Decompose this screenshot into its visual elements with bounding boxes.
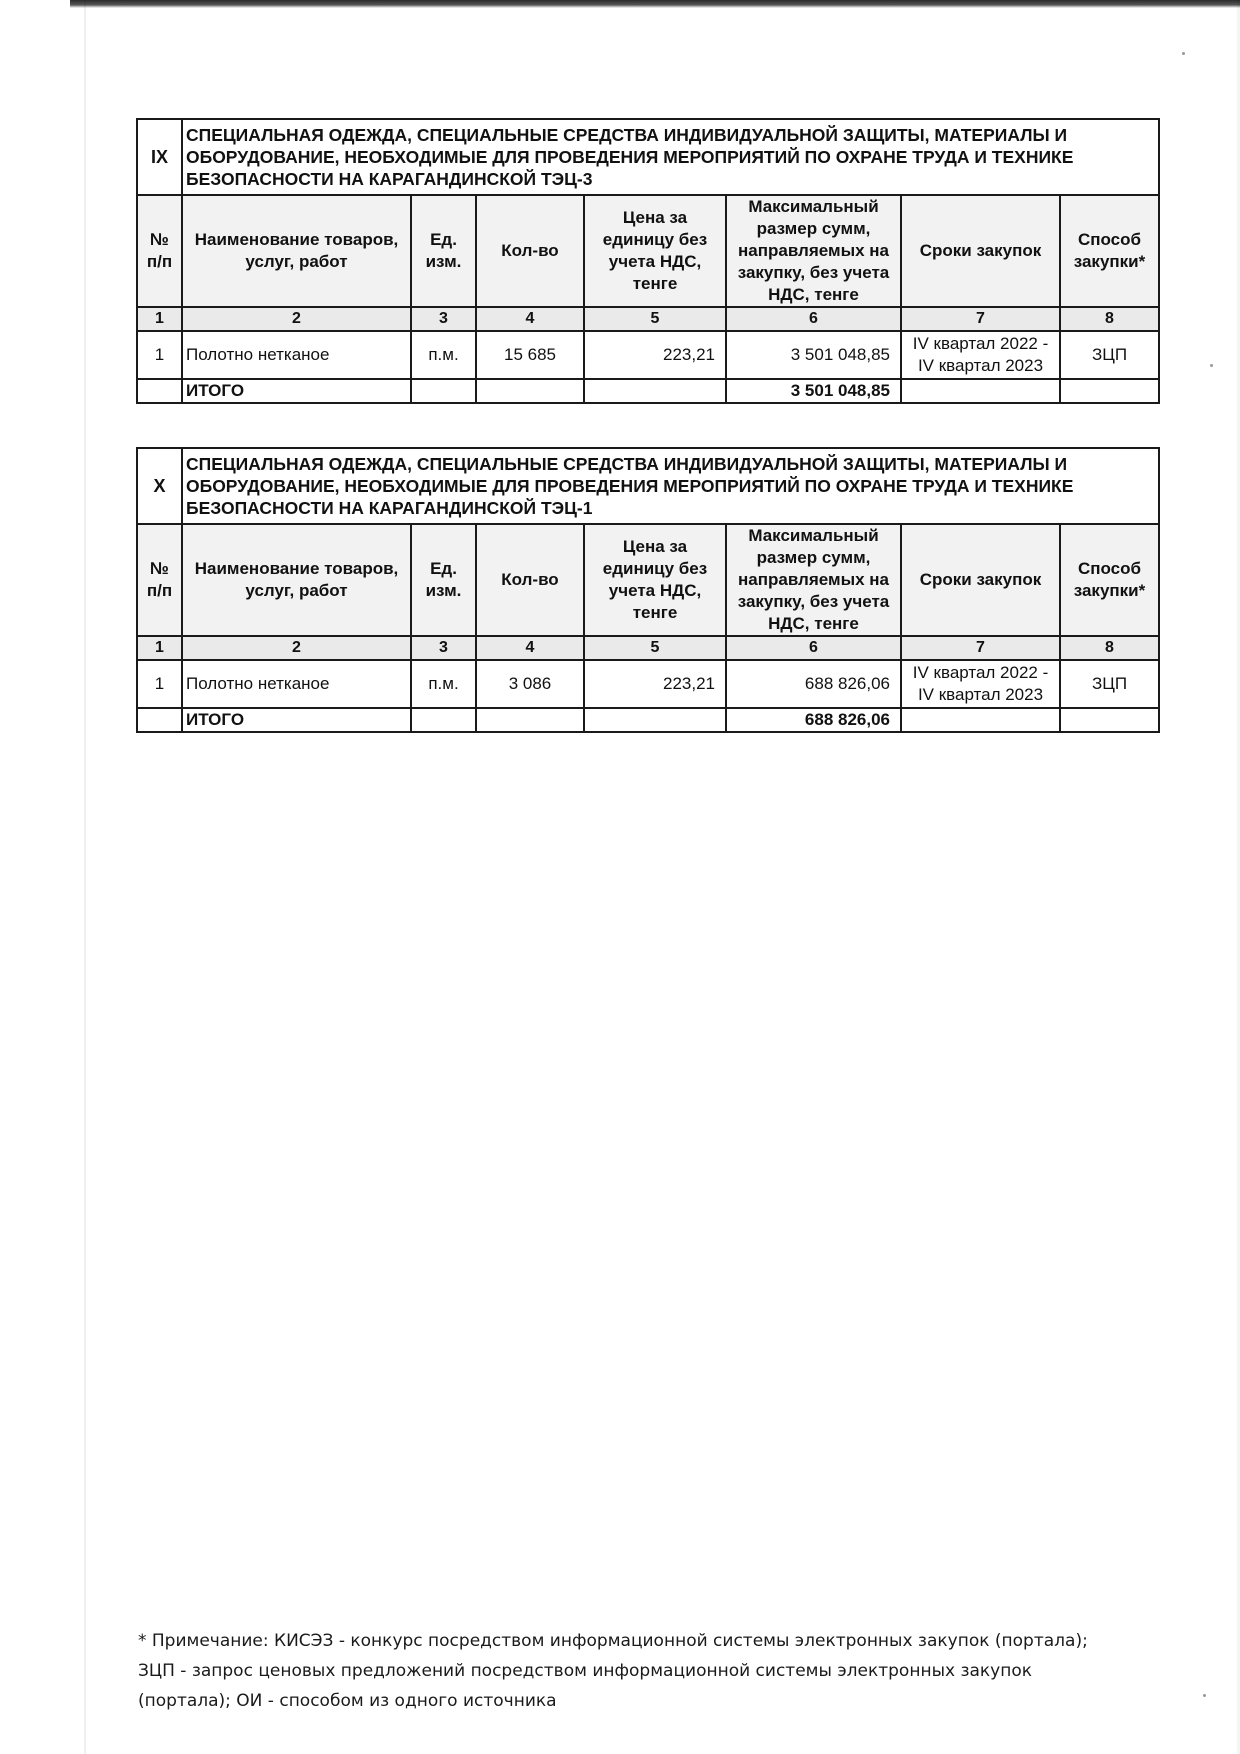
col-header-name: Наименование товаров, услуг, работ <box>182 524 411 636</box>
col-header-terms: Сроки закупок <box>901 524 1060 636</box>
section-header-row <box>137 448 1159 524</box>
procurement-table-x <box>136 447 1160 733</box>
total-empty-cell <box>411 708 476 732</box>
row-qty: 15 685 <box>476 331 584 379</box>
col-number: 8 <box>1060 636 1159 660</box>
total-empty-cell <box>137 379 182 403</box>
total-empty-cell <box>1060 379 1159 403</box>
total-row <box>137 379 1159 403</box>
row-max-sum: 3 501 048,85 <box>726 331 901 379</box>
section-number: IX <box>137 119 182 195</box>
total-empty-cell <box>476 379 584 403</box>
col-header-max-sum: Максимальный размер сумм, направляемых на закупку, без учета НДС, тенге <box>726 524 901 636</box>
col-number: 5 <box>584 307 726 331</box>
total-sum: 3 501 048,85 <box>726 379 901 403</box>
row-terms: IV квартал 2022 - IV квартал 2023 <box>901 660 1060 708</box>
row-num: 1 <box>137 660 182 708</box>
section-title: СПЕЦИАЛЬНАЯ ОДЕЖДА, СПЕЦИАЛЬНЫЕ СРЕДСТВА ИНДИВИДУАЛЬНОЙ ЗАЩИТЫ, МАТЕРИАЛЫ И ОБОРУДОВАНИЕ, НЕОБХОДИМЫЕ ДЛЯ ПРОВЕДЕНИЯ МЕРОПРИЯТИЙ ПО ОХРАНЕ ТРУДА И ТЕХНИКЕ БЕЗОПАСНОСТИ НА КАРАГАНДИНСКОЙ ТЭЦ-3 <box>182 119 1159 195</box>
row-name: Полотно нетканое <box>182 331 411 379</box>
col-number: 4 <box>476 307 584 331</box>
scan-speck <box>1182 52 1185 55</box>
column-header-row <box>137 524 1159 636</box>
footnote-line: (портала); ОИ - способом из одного источника <box>138 1691 557 1711</box>
col-number: 6 <box>726 307 901 331</box>
row-method: ЗЦП <box>1060 660 1159 708</box>
col-header-unit: Ед. изм. <box>411 524 476 636</box>
row-max-sum: 688 826,06 <box>726 660 901 708</box>
row-unit: п.м. <box>411 660 476 708</box>
section-header-row <box>137 119 1159 195</box>
col-number: 2 <box>182 307 411 331</box>
table-row <box>137 331 1159 379</box>
column-number-row <box>137 307 1159 331</box>
col-number: 6 <box>726 636 901 660</box>
total-label: ИТОГО <box>182 379 411 403</box>
col-number: 8 <box>1060 307 1159 331</box>
col-header-price: Цена за единицу без учета НДС, тенге <box>584 524 726 636</box>
row-price: 223,21 <box>584 331 726 379</box>
total-empty-cell <box>1060 708 1159 732</box>
total-empty-cell <box>137 708 182 732</box>
procurement-table-ix <box>136 118 1160 404</box>
total-row <box>137 708 1159 732</box>
col-number: 7 <box>901 307 1060 331</box>
row-num: 1 <box>137 331 182 379</box>
col-header-qty: Кол-во <box>476 524 584 636</box>
total-empty-cell <box>901 708 1060 732</box>
col-number: 3 <box>411 307 476 331</box>
col-header-unit: Ед. изм. <box>411 195 476 307</box>
col-number: 4 <box>476 636 584 660</box>
col-number: 2 <box>182 636 411 660</box>
footnote-line: ЗЦП - запрос ценовых предложений посредством информационной системы электронных закупок <box>138 1661 1033 1681</box>
col-number: 1 <box>137 307 182 331</box>
total-sum: 688 826,06 <box>726 708 901 732</box>
scan-top-edge <box>70 0 1240 8</box>
col-header-num: № п/п <box>137 195 182 307</box>
total-empty-cell <box>584 708 726 732</box>
col-header-max-sum: Максимальный размер сумм, направляемых на закупку, без учета НДС, тенге <box>726 195 901 307</box>
col-number: 5 <box>584 636 726 660</box>
column-header-row <box>137 195 1159 307</box>
col-header-terms: Сроки закупок <box>901 195 1060 307</box>
total-empty-cell <box>411 379 476 403</box>
section-title: СПЕЦИАЛЬНАЯ ОДЕЖДА, СПЕЦИАЛЬНЫЕ СРЕДСТВА ИНДИВИДУАЛЬНОЙ ЗАЩИТЫ, МАТЕРИАЛЫ И ОБОРУДОВАНИЕ, НЕОБХОДИМЫЕ ДЛЯ ПРОВЕДЕНИЯ МЕРОПРИЯТИЙ ПО ОХРАНЕ ТРУДА И ТЕХНИКЕ БЕЗОПАСНОСТИ НА КАРАГАНДИНСКОЙ ТЭЦ-1 <box>182 448 1159 524</box>
col-header-method: Способ закупки* <box>1060 195 1159 307</box>
total-empty-cell <box>584 379 726 403</box>
col-header-name: Наименование товаров, услуг, работ <box>182 195 411 307</box>
footnote <box>138 1626 1138 1716</box>
col-header-num: № п/п <box>137 524 182 636</box>
scan-left-edge <box>84 0 86 1754</box>
row-name: Полотно нетканое <box>182 660 411 708</box>
total-label: ИТОГО <box>182 708 411 732</box>
col-number: 1 <box>137 636 182 660</box>
col-header-price: Цена за единицу без учета НДС, тенге <box>584 195 726 307</box>
scan-speck <box>1210 364 1213 367</box>
col-number: 3 <box>411 636 476 660</box>
row-terms: IV квартал 2022 - IV квартал 2023 <box>901 331 1060 379</box>
total-empty-cell <box>901 379 1060 403</box>
col-header-qty: Кол-во <box>476 195 584 307</box>
row-unit: п.м. <box>411 331 476 379</box>
table-row <box>137 660 1159 708</box>
scan-speck <box>1203 1694 1206 1697</box>
row-price: 223,21 <box>584 660 726 708</box>
section-number: X <box>137 448 182 524</box>
column-number-row <box>137 636 1159 660</box>
footnote-line: * Примечание: КИСЭЗ - конкурс посредством информационной системы электронных закупок (портала); <box>138 1631 1088 1651</box>
row-qty: 3 086 <box>476 660 584 708</box>
col-header-method: Способ закупки* <box>1060 524 1159 636</box>
col-number: 7 <box>901 636 1060 660</box>
total-empty-cell <box>476 708 584 732</box>
row-method: ЗЦП <box>1060 331 1159 379</box>
